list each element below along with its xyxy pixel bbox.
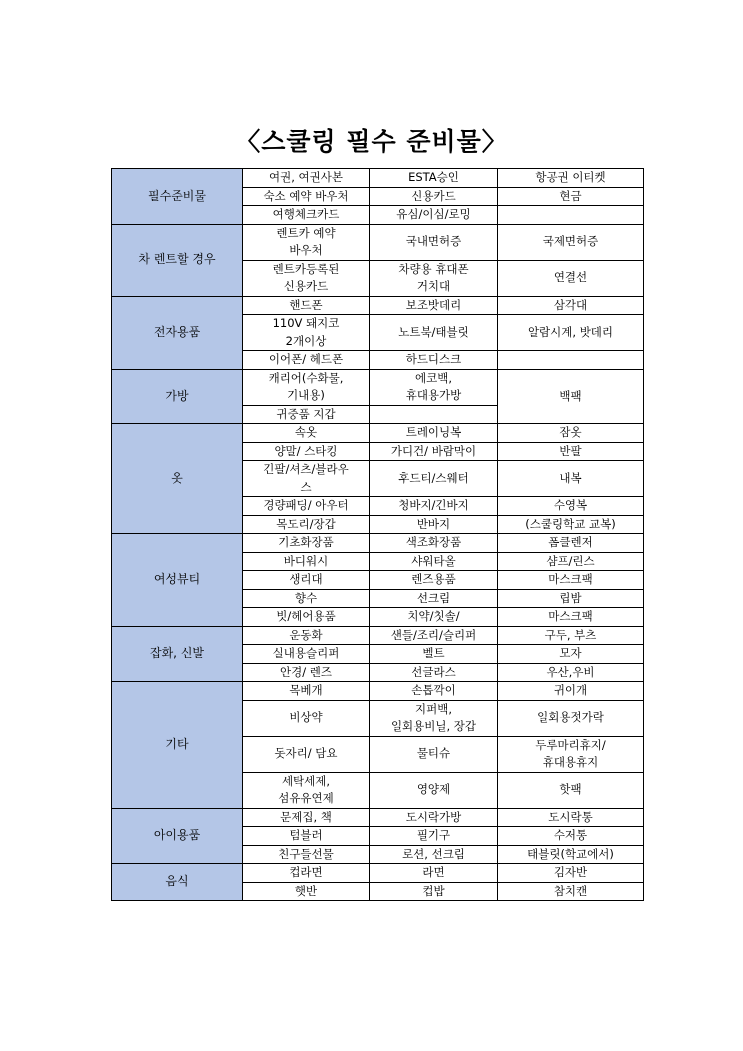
item-cell: 귀이개 bbox=[498, 682, 644, 701]
table-row bbox=[112, 534, 644, 553]
item-cell: 속옷 bbox=[243, 424, 370, 443]
item-cell: 햇반 bbox=[243, 882, 370, 901]
item-cell: 립밤 bbox=[498, 589, 644, 608]
item-cell: 핫팩 bbox=[498, 772, 644, 808]
item-cell bbox=[498, 206, 644, 225]
item-cell: 도시락통 bbox=[498, 808, 644, 827]
item-cell: 연결선 bbox=[498, 260, 644, 296]
item-cell: 마스크팩 bbox=[498, 571, 644, 590]
table-row bbox=[112, 682, 644, 701]
item-cell: 기초화장품 bbox=[243, 534, 370, 553]
table-row bbox=[112, 424, 644, 443]
item-cell: 물티슈 bbox=[370, 736, 498, 772]
category-cell: 기타 bbox=[112, 682, 243, 809]
item-cell: 영양제 bbox=[370, 772, 498, 808]
category-cell: 여성뷰티 bbox=[112, 534, 243, 627]
item-cell: 긴팔/셔츠/블라우 스 bbox=[243, 461, 370, 497]
item-cell: 도시락가방 bbox=[370, 808, 498, 827]
item-cell: 목도리/장갑 bbox=[243, 515, 370, 534]
category-cell: 전자용품 bbox=[112, 296, 243, 369]
table-row bbox=[112, 808, 644, 827]
item-cell: 돗자리/ 담요 bbox=[243, 736, 370, 772]
item-cell: 참치캔 bbox=[498, 882, 644, 901]
category-cell: 옷 bbox=[112, 424, 243, 534]
item-cell: 선글라스 bbox=[370, 663, 498, 682]
item-cell: 태블릿(학교에서) bbox=[498, 845, 644, 864]
item-cell: 백팩 bbox=[498, 369, 644, 424]
item-cell: 가디건/ 바람막이 bbox=[370, 442, 498, 461]
item-cell: 필기구 bbox=[370, 827, 498, 846]
item-cell: 숙소 예약 바우처 bbox=[243, 187, 370, 206]
item-cell: 귀중품 지갑 bbox=[243, 405, 370, 424]
item-cell: 우산,우비 bbox=[498, 663, 644, 682]
item-cell: 여권, 여권사본 bbox=[243, 169, 370, 188]
item-cell: 후드티/스웨터 bbox=[370, 461, 498, 497]
checklist-table bbox=[111, 168, 644, 901]
item-cell: 알람시계, 밧데리 bbox=[498, 315, 644, 351]
item-cell: 벨트 bbox=[370, 645, 498, 664]
item-cell: 실내용슬리퍼 bbox=[243, 645, 370, 664]
table-row bbox=[112, 296, 644, 315]
item-cell: 반바지 bbox=[370, 515, 498, 534]
item-cell: 유심/이심/로밍 bbox=[370, 206, 498, 225]
item-cell: 노트북/태블릿 bbox=[370, 315, 498, 351]
category-cell: 가방 bbox=[112, 369, 243, 424]
item-cell: 문제집, 책 bbox=[243, 808, 370, 827]
item-cell: 마스크팩 bbox=[498, 608, 644, 627]
item-cell: 잠옷 bbox=[498, 424, 644, 443]
table-row bbox=[112, 224, 644, 260]
item-cell: 국내면허증 bbox=[370, 224, 498, 260]
item-cell: 바디워시 bbox=[243, 552, 370, 571]
item-cell: 치약/칫솔/ bbox=[370, 608, 498, 627]
item-cell: 차량용 휴대폰 거치대 bbox=[370, 260, 498, 296]
item-cell: 라면 bbox=[370, 864, 498, 883]
item-cell: 손톱깍이 bbox=[370, 682, 498, 701]
item-cell: 빗/헤어용품 bbox=[243, 608, 370, 627]
item-cell: 캐리어(수화물, 기내용) bbox=[243, 369, 370, 405]
item-cell: 지퍼백, 일회용비닐, 장갑 bbox=[370, 700, 498, 736]
item-cell: 일회용젓가락 bbox=[498, 700, 644, 736]
item-cell: 삼각대 bbox=[498, 296, 644, 315]
item-cell: 렌즈용품 bbox=[370, 571, 498, 590]
item-cell: 트레이닝복 bbox=[370, 424, 498, 443]
item-cell: 렌트카등록된 신용카드 bbox=[243, 260, 370, 296]
item-cell: 목베개 bbox=[243, 682, 370, 701]
item-cell: ESTA승인 bbox=[370, 169, 498, 188]
item-cell: 양말/ 스타킹 bbox=[243, 442, 370, 461]
table-row bbox=[112, 864, 644, 883]
table-row bbox=[112, 369, 644, 405]
item-cell: 수영복 bbox=[498, 497, 644, 516]
item-cell: 비상약 bbox=[243, 700, 370, 736]
category-cell: 차 렌트할 경우 bbox=[112, 224, 243, 296]
item-cell: 컵밥 bbox=[370, 882, 498, 901]
item-cell: 반팔 bbox=[498, 442, 644, 461]
item-cell: 샤워타올 bbox=[370, 552, 498, 571]
item-cell: 샌들/조리/슬리퍼 bbox=[370, 626, 498, 645]
item-cell: 하드디스크 bbox=[370, 351, 498, 370]
item-cell: 두루마리휴지/ 휴대용휴지 bbox=[498, 736, 644, 772]
checklist-body bbox=[112, 169, 644, 901]
table-row bbox=[112, 169, 644, 188]
item-cell: 샴프/린스 bbox=[498, 552, 644, 571]
item-cell: 김자반 bbox=[498, 864, 644, 883]
item-cell: 색조화장품 bbox=[370, 534, 498, 553]
item-cell: 청바지/긴바지 bbox=[370, 497, 498, 516]
category-cell: 잡화, 신발 bbox=[112, 626, 243, 682]
item-cell: 선크림 bbox=[370, 589, 498, 608]
item-cell bbox=[498, 351, 644, 370]
item-cell bbox=[370, 405, 498, 424]
item-cell: 운동화 bbox=[243, 626, 370, 645]
item-cell: 신용카드 bbox=[370, 187, 498, 206]
item-cell: 컵라면 bbox=[243, 864, 370, 883]
item-cell: 향수 bbox=[243, 589, 370, 608]
item-cell: 친구들선물 bbox=[243, 845, 370, 864]
category-cell: 아이용품 bbox=[112, 808, 243, 864]
category-cell: 필수준비물 bbox=[112, 169, 243, 225]
category-cell: 음식 bbox=[112, 864, 243, 901]
item-cell: 텀블러 bbox=[243, 827, 370, 846]
item-cell: 구두, 부츠 bbox=[498, 626, 644, 645]
item-cell: 보조밧데리 bbox=[370, 296, 498, 315]
item-cell: 로션, 선크림 bbox=[370, 845, 498, 864]
item-cell: 110V 돼지코 2개이상 bbox=[243, 315, 370, 351]
item-cell: 폼클렌저 bbox=[498, 534, 644, 553]
item-cell: 국제면허증 bbox=[498, 224, 644, 260]
item-cell: 여행체크카드 bbox=[243, 206, 370, 225]
item-cell: 에코백, 휴대용가방 bbox=[370, 369, 498, 405]
item-cell: 이어폰/ 헤드폰 bbox=[243, 351, 370, 370]
item-cell: (스쿨링학교 교복) bbox=[498, 515, 644, 534]
item-cell: 항공권 이티켓 bbox=[498, 169, 644, 188]
item-cell: 경량패딩/ 아우터 bbox=[243, 497, 370, 516]
item-cell: 모자 bbox=[498, 645, 644, 664]
item-cell: 수저통 bbox=[498, 827, 644, 846]
item-cell: 현금 bbox=[498, 187, 644, 206]
table-row bbox=[112, 626, 644, 645]
item-cell: 핸드폰 bbox=[243, 296, 370, 315]
item-cell: 안경/ 렌즈 bbox=[243, 663, 370, 682]
item-cell: 세탁세제, 섬유유연제 bbox=[243, 772, 370, 808]
page-title: 〈스쿨링 필수 준비물〉 bbox=[235, 127, 508, 156]
item-cell: 생리대 bbox=[243, 571, 370, 590]
item-cell: 렌트카 예약 바우처 bbox=[243, 224, 370, 260]
item-cell: 내복 bbox=[498, 461, 644, 497]
